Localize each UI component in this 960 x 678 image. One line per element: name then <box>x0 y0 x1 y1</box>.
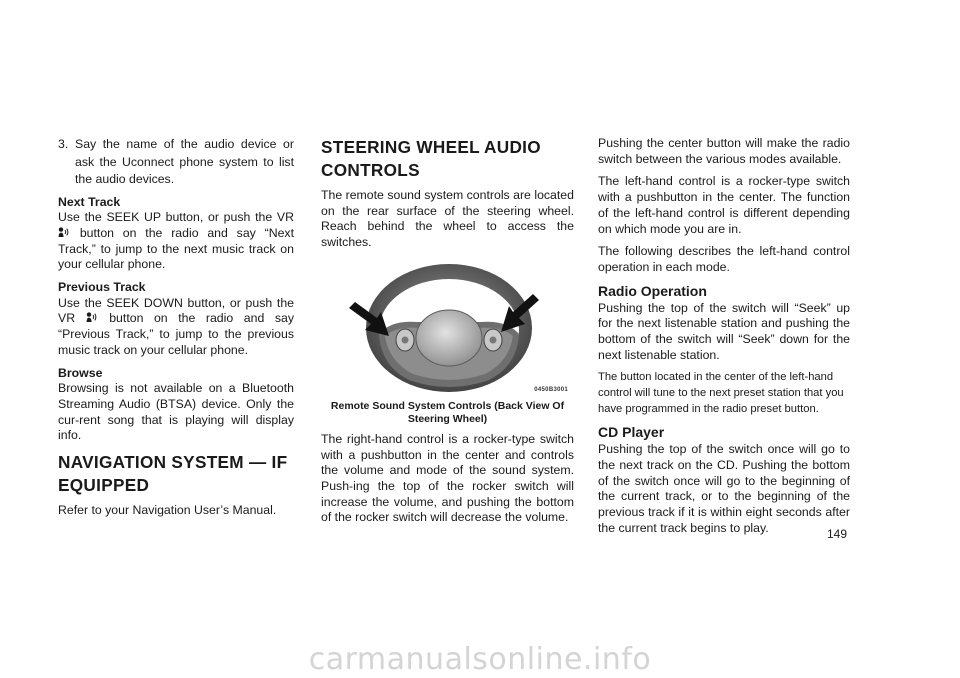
steering-wheel-intro: The remote sound system controls are located on the rear surface of the steering wheel. Reach behind the wheel to access the switches. <box>321 188 574 250</box>
previous-track-heading: Previous Track <box>58 280 146 295</box>
browse-text: Browsing is not available on a Bluetooth Streaming Audio (BTSA) device. Only the cur-rent song that is playing will display info. <box>58 381 294 443</box>
next-track-heading: Next Track <box>58 194 121 209</box>
step-number: 3. <box>58 137 69 151</box>
column-left <box>58 136 294 519</box>
center-button-text: Pushing the center button will make the radio switch between the various modes available. <box>598 136 850 166</box>
left-hand-control-text: The left-hand control is a rocker-type switch with a pushbutton in the center. The function of the left-hand control is different depending on which mode you are in. <box>598 174 850 236</box>
radio-operation-text: Pushing the top of the switch will “Seek” up for the next listenable station and pushing the bottom of the switch will “Seek” down for the next listenable station. <box>598 300 850 362</box>
steering-wheel-heading: STEERING WHEEL AUDIO CONTROLS <box>321 137 541 180</box>
column-middle <box>321 136 574 526</box>
right-hand-control-text: The right-hand control is a rocker-type switch with a pushbutton in the center and controls the volume and mode of the sound system. Push-ing the top of the rocker switch will increase the volume, and pushing the bottom of the rocker switch will decrease the volume. <box>321 431 574 525</box>
browse-heading: Browse <box>58 365 103 380</box>
next-track-text: Use the SEEK UP button, or push the VR button on the radio and say “Next Track,” to jump to the next music track on your cellular phone. <box>58 210 294 272</box>
previous-track-text: Use the SEEK DOWN button, or push the VR button on the radio and say “Previous Track,” to jump to the previous music track on your cellular phone. <box>58 295 294 357</box>
figure-caption: Remote Sound System Controls (Back View Of Steering Wheel) <box>330 399 565 425</box>
modes-intro-text: The following describes the left-hand control operation in each mode. <box>598 244 850 274</box>
radio-preset-text: The button located in the center of the left-hand control will tune to the next preset station that you have programmed in the radio preset button. <box>598 371 844 415</box>
wheel-hub <box>416 310 482 366</box>
step-text: Say the name of the audio device or ask the Uconnect phone system to list the audio devices. <box>75 137 294 186</box>
voice-recognition-icon <box>58 227 71 238</box>
watermark: carmanualsonline.info <box>308 642 652 677</box>
navigation-text: Refer to your Navigation User’s Manual. <box>58 503 277 518</box>
navigation-heading: NAVIGATION SYSTEM — IF EQUIPPED <box>58 452 288 496</box>
steering-wheel-illustration <box>321 258 574 396</box>
steering-wheel-figure <box>321 258 574 396</box>
page-number: 149 <box>827 527 848 541</box>
cd-player-heading: CD Player <box>598 424 665 441</box>
cd-player-text: Pushing the top of the switch once will go to the next track on the CD. Pushing the bottom of the switch once will go to the beginning of the current track, or to the beginning of the previous track if it is within eight seconds after the current track begins to play. <box>598 442 850 535</box>
column-right <box>598 136 850 536</box>
voice-recognition-icon <box>86 312 99 323</box>
step-3 <box>58 136 294 189</box>
radio-operation-heading: Radio Operation <box>598 282 707 299</box>
figure-code: 0450B3001 <box>534 386 568 393</box>
